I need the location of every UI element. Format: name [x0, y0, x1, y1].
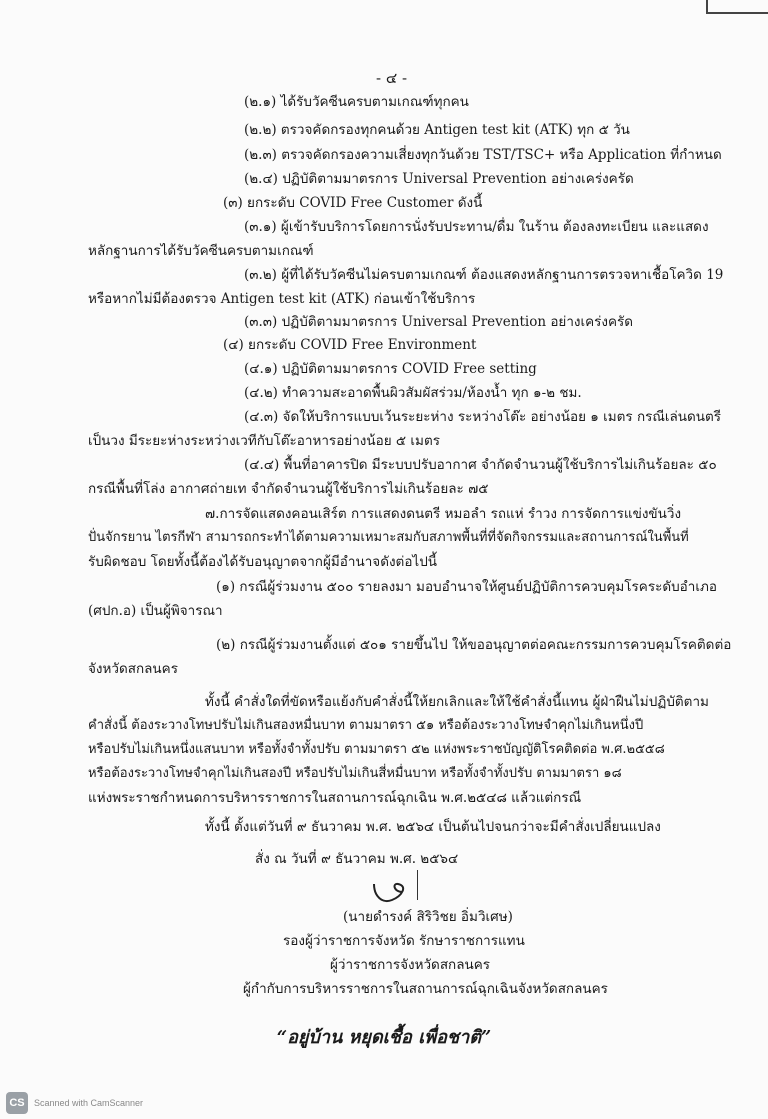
signatory-title-1: รองผู้ว่าราชการจังหวัด รักษาราชการแทน [283, 933, 525, 949]
order-date: สั่ง ณ วันที่ ๙ ธันวาคม พ.ศ. ๒๕๖๔ [255, 851, 459, 867]
penalty-para-2: คำสั่งนี้ ต้องระวางโทษปรับไม่เกินสองหมื่นบาท ตามมาตรา ๕๑ หรือต้องระวางโทษจำคุกไม่เกินหนึ่งปี [88, 718, 644, 733]
item-4-4-cont: กรณีพื้นที่โล่ง อากาศถ่ายเท จำกัดจำนวนผู้ใช้บริการไม่เกินร้อยละ ๗๕ [88, 481, 489, 497]
item-3-3: (๓.๓) ปฏิบัติตามมาตรการ Universal Prevention อย่างเคร่งครัด [244, 314, 634, 330]
item-4-heading: (๔) ยกระดับ COVID Free Environment [223, 337, 477, 353]
effective-date: ทั้งนี้ ตั้งแต่วันที่ ๙ ธันวาคม พ.ศ. ๒๕๖๔ เป็นต้นไปจนกว่าจะมีคำสั่งเปลี่ยนแปลง [205, 819, 661, 835]
section-7-case-2: (๒) กรณีผู้ร่วมงานตั้งแต่ ๕๐๑ รายขึ้นไป ให้ขออนุญาตต่อคณะกรรมการควบคุมโรคติดต่อ [216, 637, 732, 653]
camscanner-logo-icon: CS [6, 1092, 28, 1114]
penalty-para-3: หรือปรับไม่เกินหนึ่งแสนบาท หรือทั้งจำทั้งปรับ ตามมาตรา ๕๒ แห่งพระราชบัญญัติโรคติดต่อ พ.ศ.๒๕๕๘ [88, 742, 665, 757]
item-3-1: (๓.๑) ผู้เข้ารับบริการโดยการนั่งรับประทาน/ดื่ม ในร้าน ต้องลงทะเบียน และแสดง [244, 219, 709, 235]
item-3-heading: (๓) ยกระดับ COVID Free Customer ดังนี้ [223, 195, 483, 211]
item-2-3: (๒.๓) ตรวจคัดกรองความเสี่ยงทุกวันด้วย TST/TSC+ หรือ Application ที่กำหนด [244, 147, 722, 163]
scanner-watermark [6, 1091, 143, 1115]
item-3-2: (๓.๒) ผู้ที่ได้รับวัคซีนไม่ครบตามเกณฑ์ ต้องแสดงหลักฐานการตรวจหาเชื้อโควิด 19 [244, 267, 724, 283]
section-7-case-1: (๑) กรณีผู้ร่วมงาน ๕๐๐ รายลงมา มอบอำนาจให้ศูนย์ปฏิบัติการควบคุมโรคระดับอำเภอ [216, 579, 717, 595]
section-7-case-2-cont: จังหวัดสกลนคร [88, 661, 178, 677]
signatory-name: (นายดำรงค์ สิริวิชย อิ่มวิเศษ) [343, 909, 513, 925]
item-4-3-cont: เป็นวง มีระยะห่างระหว่างเวทีกับโต๊ะอาหารอย่างน้อย ๕ เมตร [88, 433, 440, 449]
penalty-para-5: แห่งพระราชกำหนดการบริหารราชการในสถานการณ์ฉุกเฉิน พ.ศ.๒๕๔๘ แล้วแต่กรณี [88, 790, 582, 806]
penalty-para-1: ทั้งนี้ คำสั่งใดที่ขัดหรือแย้งกับคำสั่งนี้ให้ยกเลิกและให้ใช้คำสั่งนี้แทน ผู้ฝ่าฝืนไม่ปฏิบัติตาม [205, 694, 709, 710]
section-7-cont2: รับผิดชอบ โดยทั้งนี้ต้องได้รับอนุญาตจากผู้มีอำนาจดังต่อไปนี้ [88, 554, 438, 570]
item-4-4: (๔.๔) พื้นที่อาคารปิด มีระบบปรับอากาศ จำกัดจำนวนผู้ใช้บริการไม่เกินร้อยละ ๕๐ [244, 457, 717, 473]
campaign-motto: “อยู่บ้าน หยุดเชื้อ เพื่อชาติ” [276, 1027, 492, 1048]
item-3-1-cont: หลักฐานการได้รับวัคซีนครบตามเกณฑ์ [88, 243, 314, 259]
item-4-3: (๔.๓) จัดให้บริการแบบเว้นระยะห่าง ระหว่างโต๊ะ อย่างน้อย ๑ เมตร กรณีเล่นดนตรี [244, 409, 722, 425]
signatory-title-2: ผู้ว่าราชการจังหวัดสกลนคร [330, 957, 491, 973]
item-2-1: (๒.๑) ได้รับวัคซีนครบตามเกณฑ์ทุกคน [244, 94, 469, 110]
signature-mark [368, 880, 423, 906]
signatory-title-3: ผู้กำกับการบริหารราชการในสถานการณ์ฉุกเฉินจังหวัดสกลนคร [243, 981, 608, 997]
section-7: ๗.การจัดแสดงคอนเสิร์ต การแสดงดนตรี หมอลำ รถแห่ รำวง การจัดการแข่งขันวิ่ง [205, 506, 682, 522]
section-7-case-1-cont: (ศปก.อ) เป็นผู้พิจารณา [88, 603, 223, 619]
item-2-4: (๒.๔) ปฏิบัติตามมาตรการ Universal Prevention อย่างเคร่งครัด [244, 171, 634, 187]
section-7-cont1: ปั่นจักรยาน ไตรกีฬา สามารถกระทำได้ตามความเหมาะสมกับสภาพพื้นที่ที่จัดกิจกรรมและสถานการณ์ในพื้นที่ [88, 530, 689, 545]
watermark-text: Scanned with CamScanner [34, 1098, 144, 1108]
item-3-2-cont: หรือหากไม่มีต้องตรวจ Antigen test kit (ATK) ก่อนเข้าใช้บริการ [88, 291, 476, 307]
item-2-2: (๒.๒) ตรวจคัดกรองทุกคนด้วย Antigen test kit (ATK) ทุก ๕ วัน [244, 122, 630, 138]
scan-corner-mark [706, 0, 768, 14]
item-4-1: (๔.๑) ปฏิบัติตามมาตรการ COVID Free setting [244, 361, 537, 377]
penalty-para-4: หรือต้องระวางโทษจำคุกไม่เกินสองปี หรือปรับไม่เกินสี่หมื่นบาท หรือทั้งจำทั้งปรับ ตามมาตรา ๑๘ [88, 766, 622, 781]
page-number: - ๔ - [376, 69, 408, 87]
item-4-2: (๔.๒) ทำความสะอาดพื้นผิวสัมผัสร่วม/ห้องน้ำ ทุก ๑-๒ ชม. [244, 385, 582, 401]
